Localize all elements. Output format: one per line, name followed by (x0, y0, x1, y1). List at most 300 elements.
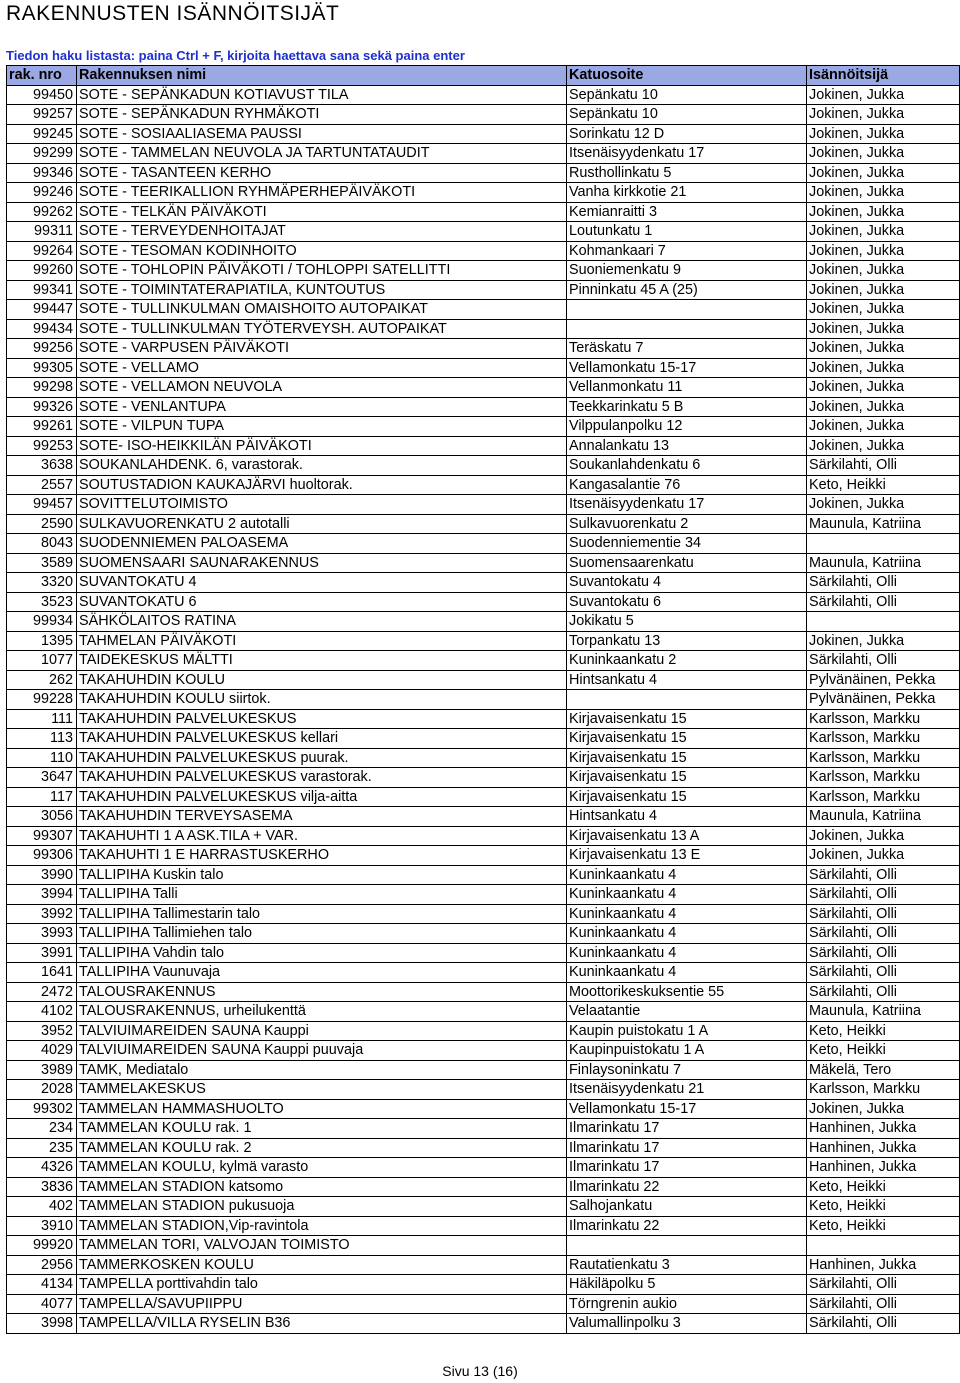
cell-manager: Pylvänäinen, Pekka (807, 670, 960, 690)
cell-street-address: Kuninkaankatu 2 (567, 651, 807, 671)
cell-building-name: TAMK, Mediatalo (77, 1060, 567, 1080)
cell-manager: Särkilahti, Olli (807, 982, 960, 1002)
cell-building-number: 99302 (7, 1099, 77, 1119)
header-building-number: rak. nro (7, 66, 77, 86)
table-row (7, 85, 960, 105)
table-row (7, 592, 960, 612)
table-row (7, 807, 960, 827)
cell-building-name: TAMMELAN HAMMASHUOLTO (77, 1099, 567, 1119)
table-row (7, 963, 960, 983)
cell-street-address: Vellamonkatu 15-17 (567, 358, 807, 378)
cell-building-number: 2028 (7, 1080, 77, 1100)
cell-manager: Jokinen, Jukka (807, 300, 960, 320)
cell-building-number: 3952 (7, 1021, 77, 1041)
cell-street-address: Häkiläpolku 5 (567, 1275, 807, 1295)
cell-building-number: 99457 (7, 495, 77, 515)
cell-building-name: TAMMELAN STADION pukusuoja (77, 1197, 567, 1217)
cell-building-number: 3638 (7, 456, 77, 476)
cell-street-address: Annalankatu 13 (567, 436, 807, 456)
cell-manager: Jokinen, Jukka (807, 261, 960, 281)
cell-building-number: 4134 (7, 1275, 77, 1295)
cell-manager: Jokinen, Jukka (807, 163, 960, 183)
cell-street-address: Sepänkatu 10 (567, 85, 807, 105)
cell-building-name: TAKAHUHDIN KOULU (77, 670, 567, 690)
cell-manager: Jokinen, Jukka (807, 222, 960, 242)
cell-building-number: 99346 (7, 163, 77, 183)
cell-street-address: Vanha kirkkotie 21 (567, 183, 807, 203)
cell-street-address: Kuninkaankatu 4 (567, 865, 807, 885)
cell-building-number: 99434 (7, 319, 77, 339)
cell-building-name: TAKAHUHDIN TERVEYSASEMA (77, 807, 567, 827)
cell-building-number: 3056 (7, 807, 77, 827)
cell-street-address: Ilmarinkatu 22 (567, 1177, 807, 1197)
table-row (7, 1138, 960, 1158)
cell-manager: Särkilahti, Olli (807, 651, 960, 671)
cell-manager: Mäkelä, Tero (807, 1060, 960, 1080)
cell-building-number: 2557 (7, 475, 77, 495)
table-row (7, 1099, 960, 1119)
table-row (7, 885, 960, 905)
cell-manager: Särkilahti, Olli (807, 1314, 960, 1334)
cell-building-name: TALOUSRAKENNUS, urheilukenttä (77, 1002, 567, 1022)
cell-building-number: 99447 (7, 300, 77, 320)
table-row (7, 397, 960, 417)
cell-street-address: Itsenäisyydenkatu 17 (567, 144, 807, 164)
cell-street-address (567, 1236, 807, 1256)
cell-building-number: 234 (7, 1119, 77, 1139)
cell-building-number: 3320 (7, 573, 77, 593)
cell-building-number: 99256 (7, 339, 77, 359)
cell-street-address: Suomensaarenkatu (567, 553, 807, 573)
page-title: RAKENNUSTEN ISÄNNÖITSIJÄT (6, 2, 340, 25)
cell-building-name: SUVANTOKATU 4 (77, 573, 567, 593)
table-row (7, 1255, 960, 1275)
table-row (7, 787, 960, 807)
cell-manager: Karlsson, Markku (807, 787, 960, 807)
cell-building-name: TALOUSRAKENNUS (77, 982, 567, 1002)
cell-street-address: Kaupin puistokatu 1 A (567, 1021, 807, 1041)
table-row (7, 456, 960, 476)
cell-building-number: 3994 (7, 885, 77, 905)
cell-manager (807, 612, 960, 632)
cell-building-number: 8043 (7, 534, 77, 554)
cell-street-address: Kirjavaisenkatu 13 E (567, 846, 807, 866)
cell-street-address: Jokikatu 5 (567, 612, 807, 632)
cell-building-name: TAMMELAN STADION katsomo (77, 1177, 567, 1197)
table-header-row (7, 66, 960, 86)
cell-building-name: TAMPELLA/SAVUPIIPPU (77, 1294, 567, 1314)
cell-building-number: 113 (7, 729, 77, 749)
cell-manager: Maunula, Katriina (807, 807, 960, 827)
cell-street-address: Kirjavaisenkatu 15 (567, 787, 807, 807)
cell-building-name: TALLIPIHA Tallimiehen talo (77, 924, 567, 944)
table-row (7, 514, 960, 534)
cell-building-number: 99257 (7, 105, 77, 125)
cell-building-name: TAHMELAN PÄIVÄKOTI (77, 631, 567, 651)
cell-manager: Karlsson, Markku (807, 748, 960, 768)
cell-building-number: 3910 (7, 1216, 77, 1236)
cell-manager: Särkilahti, Olli (807, 885, 960, 905)
header-street-address: Katuosoite (567, 66, 807, 86)
cell-building-name: SULKAVUORENKATU 2 autotalli (77, 514, 567, 534)
cell-manager: Jokinen, Jukka (807, 105, 960, 125)
cell-building-name: SOTE - SOSIAALIASEMA PAUSSI (77, 124, 567, 144)
cell-manager: Keto, Heikki (807, 1041, 960, 1061)
cell-building-name: SOTE - VELLAMON NEUVOLA (77, 378, 567, 398)
cell-building-name: TAMMELAN STADION,Vip-ravintola (77, 1216, 567, 1236)
table-row (7, 573, 960, 593)
cell-building-name: SOTE - VENLANTUPA (77, 397, 567, 417)
cell-manager: Jokinen, Jukka (807, 124, 960, 144)
cell-manager: Jokinen, Jukka (807, 378, 960, 398)
header-building-name: Rakennuksen nimi (77, 66, 567, 86)
cell-building-name: SOTE - TESOMAN KODINHOITO (77, 241, 567, 261)
cell-building-name: SOTE - TOHLOPIN PÄIVÄKOTI / TOHLOPPI SATELLITTI (77, 261, 567, 281)
cell-street-address: Soukanlahdenkatu 6 (567, 456, 807, 476)
cell-street-address: Sulkavuorenkatu 2 (567, 514, 807, 534)
cell-building-number: 402 (7, 1197, 77, 1217)
cell-building-name: SOTE - VELLAMO (77, 358, 567, 378)
table-row (7, 1119, 960, 1139)
cell-street-address: Kirjavaisenkatu 15 (567, 709, 807, 729)
table-row (7, 670, 960, 690)
cell-building-name: SUODENNIEMEN PALOASEMA (77, 534, 567, 554)
cell-street-address: Finlaysoninkatu 7 (567, 1060, 807, 1080)
table-row (7, 943, 960, 963)
table-row (7, 709, 960, 729)
table-row (7, 612, 960, 632)
cell-building-number: 99311 (7, 222, 77, 242)
cell-street-address: Itsenäisyydenkatu 21 (567, 1080, 807, 1100)
cell-manager: Karlsson, Markku (807, 768, 960, 788)
search-hint: Tiedon haku listasta: paina Ctrl + F, kirjoita haettava sana sekä paina enter (6, 48, 465, 63)
table-row (7, 534, 960, 554)
cell-manager: Särkilahti, Olli (807, 924, 960, 944)
cell-building-name: TAIDEKESKUS MÄLTTI (77, 651, 567, 671)
cell-building-name: SOTE - TEERIKALLION RYHMÄPERHEPÄIVÄKOTI (77, 183, 567, 203)
cell-building-name: SOTE - VARPUSEN PÄIVÄKOTI (77, 339, 567, 359)
cell-building-number: 3991 (7, 943, 77, 963)
cell-building-number: 4077 (7, 1294, 77, 1314)
cell-building-number: 99450 (7, 85, 77, 105)
table-row (7, 865, 960, 885)
cell-manager: Särkilahti, Olli (807, 456, 960, 476)
cell-street-address: Velaatantie (567, 1002, 807, 1022)
cell-building-name: SOVITTELUTOIMISTO (77, 495, 567, 515)
cell-manager: Särkilahti, Olli (807, 592, 960, 612)
cell-building-number: 99307 (7, 826, 77, 846)
cell-building-number: 4029 (7, 1041, 77, 1061)
cell-street-address: Kirjavaisenkatu 15 (567, 768, 807, 788)
cell-manager: Jokinen, Jukka (807, 183, 960, 203)
cell-manager: Jokinen, Jukka (807, 495, 960, 515)
cell-street-address: Vellanmonkatu 11 (567, 378, 807, 398)
cell-manager: Jokinen, Jukka (807, 436, 960, 456)
cell-building-name: SOUTUSTADION KAUKAJÄRVI huoltorak. (77, 475, 567, 495)
cell-building-name: TALLIPIHA Kuskin talo (77, 865, 567, 885)
cell-street-address: Ilmarinkatu 22 (567, 1216, 807, 1236)
cell-building-name: SOTE - TELKÄN PÄIVÄKOTI (77, 202, 567, 222)
cell-manager (807, 1236, 960, 1256)
cell-building-number: 3992 (7, 904, 77, 924)
cell-building-name: TAMMERKOSKEN KOULU (77, 1255, 567, 1275)
cell-manager: Maunula, Katriina (807, 1002, 960, 1022)
cell-street-address: Rautatienkatu 3 (567, 1255, 807, 1275)
cell-street-address: Ilmarinkatu 17 (567, 1158, 807, 1178)
table-row (7, 105, 960, 125)
cell-building-name: SUOMENSAARI SAUNARAKENNUS (77, 553, 567, 573)
cell-manager: Jokinen, Jukka (807, 358, 960, 378)
cell-street-address: Kuninkaankatu 4 (567, 943, 807, 963)
table-row (7, 748, 960, 768)
cell-building-number: 1077 (7, 651, 77, 671)
cell-building-name: TAKAHUHDIN PALVELUKESKUS (77, 709, 567, 729)
table-row (7, 631, 960, 651)
table-row (7, 241, 960, 261)
cell-manager: Pylvänäinen, Pekka (807, 690, 960, 710)
cell-street-address: Ilmarinkatu 17 (567, 1119, 807, 1139)
cell-manager: Särkilahti, Olli (807, 1275, 960, 1295)
table-row (7, 358, 960, 378)
table-row (7, 339, 960, 359)
cell-building-name: TALLIPIHA Vaunuvaja (77, 963, 567, 983)
table-row (7, 1041, 960, 1061)
cell-street-address (567, 690, 807, 710)
cell-manager: Jokinen, Jukka (807, 631, 960, 651)
table-row (7, 826, 960, 846)
cell-street-address: Valumallinpolku 3 (567, 1314, 807, 1334)
cell-street-address: Kuninkaankatu 4 (567, 904, 807, 924)
cell-street-address: Kirjavaisenkatu 15 (567, 729, 807, 749)
cell-building-number: 99920 (7, 1236, 77, 1256)
table-row (7, 690, 960, 710)
cell-building-number: 99245 (7, 124, 77, 144)
cell-street-address: Sorinkatu 12 D (567, 124, 807, 144)
cell-manager: Särkilahti, Olli (807, 904, 960, 924)
table-row (7, 924, 960, 944)
cell-building-number: 1395 (7, 631, 77, 651)
table-row (7, 436, 960, 456)
cell-manager: Jokinen, Jukka (807, 144, 960, 164)
cell-building-name: TAMMELAN KOULU, kylmä varasto (77, 1158, 567, 1178)
cell-building-name: SOTE - SEPÄNKADUN RYHMÄKOTI (77, 105, 567, 125)
cell-building-number: 99253 (7, 436, 77, 456)
cell-building-name: TALVIUIMAREIDEN SAUNA Kauppi (77, 1021, 567, 1041)
cell-building-name: TAMMELAN TORI, VALVOJAN TOIMISTO (77, 1236, 567, 1256)
cell-building-name: TAKAHUHDIN PALVELUKESKUS varastorak. (77, 768, 567, 788)
cell-street-address: Vellamonkatu 15-17 (567, 1099, 807, 1119)
table-row (7, 904, 960, 924)
cell-street-address (567, 300, 807, 320)
cell-building-number: 99261 (7, 417, 77, 437)
cell-manager: Maunula, Katriina (807, 514, 960, 534)
cell-street-address (567, 319, 807, 339)
cell-building-number: 99264 (7, 241, 77, 261)
cell-manager: Hanhinen, Jukka (807, 1158, 960, 1178)
cell-street-address: Kuninkaankatu 4 (567, 885, 807, 905)
table-row (7, 1060, 960, 1080)
cell-manager: Jokinen, Jukka (807, 397, 960, 417)
table-row (7, 183, 960, 203)
cell-building-name: TAMMELAKESKUS (77, 1080, 567, 1100)
cell-street-address: Törngrenin aukio (567, 1294, 807, 1314)
cell-building-number: 99260 (7, 261, 77, 281)
cell-street-address: Suvantokatu 6 (567, 592, 807, 612)
cell-manager: Jokinen, Jukka (807, 1099, 960, 1119)
cell-street-address: Sepänkatu 10 (567, 105, 807, 125)
cell-building-name: SOTE - TERVEYDENHOITAJAT (77, 222, 567, 242)
cell-building-name: TAKAHUHDIN PALVELUKESKUS vilja-aitta (77, 787, 567, 807)
cell-manager: Särkilahti, Olli (807, 963, 960, 983)
cell-manager: Hanhinen, Jukka (807, 1119, 960, 1139)
cell-manager: Jokinen, Jukka (807, 339, 960, 359)
cell-building-name: TAKAHUHDIN PALVELUKESKUS puurak. (77, 748, 567, 768)
cell-street-address: Suodenniementie 34 (567, 534, 807, 554)
table-row (7, 1021, 960, 1041)
table-row (7, 1177, 960, 1197)
cell-manager: Särkilahti, Olli (807, 1294, 960, 1314)
table-row (7, 1294, 960, 1314)
table-row (7, 1080, 960, 1100)
table-row (7, 495, 960, 515)
cell-street-address: Vilppulanpolku 12 (567, 417, 807, 437)
cell-building-number: 99934 (7, 612, 77, 632)
cell-building-name: SOTE - TASANTEEN KERHO (77, 163, 567, 183)
cell-building-number: 99306 (7, 846, 77, 866)
cell-manager: Keto, Heikki (807, 1197, 960, 1217)
cell-street-address: Torpankatu 13 (567, 631, 807, 651)
cell-building-number: 3647 (7, 768, 77, 788)
table-row (7, 124, 960, 144)
cell-manager: Särkilahti, Olli (807, 943, 960, 963)
cell-manager: Maunula, Katriina (807, 553, 960, 573)
header-manager: Isännöitsijä (807, 66, 960, 86)
cell-building-number: 3523 (7, 592, 77, 612)
cell-manager: Hanhinen, Jukka (807, 1255, 960, 1275)
table-row (7, 222, 960, 242)
cell-building-number: 3589 (7, 553, 77, 573)
table-row (7, 1216, 960, 1236)
cell-street-address: Hintsankatu 4 (567, 807, 807, 827)
table-row (7, 846, 960, 866)
table-row (7, 261, 960, 281)
cell-building-number: 110 (7, 748, 77, 768)
cell-building-number: 99299 (7, 144, 77, 164)
cell-manager: Jokinen, Jukka (807, 319, 960, 339)
cell-building-name: SÄHKÖLAITOS RATINA (77, 612, 567, 632)
table-body (7, 85, 960, 1333)
cell-building-name: TAKAHUHDIN PALVELUKESKUS kellari (77, 729, 567, 749)
cell-building-name: TALLIPIHA Vahdin talo (77, 943, 567, 963)
table-row (7, 1275, 960, 1295)
cell-building-name: SOTE - VILPUN TUPA (77, 417, 567, 437)
cell-street-address: Kuninkaankatu 4 (567, 963, 807, 983)
cell-building-number: 3836 (7, 1177, 77, 1197)
cell-building-name: TAKAHUHDIN KOULU siirtok. (77, 690, 567, 710)
table-row (7, 768, 960, 788)
cell-street-address: Kohmankaari 7 (567, 241, 807, 261)
cell-street-address: Pinninkatu 45 A (25) (567, 280, 807, 300)
cell-manager: Keto, Heikki (807, 475, 960, 495)
page-number: Sivu 13 (16) (442, 1363, 518, 1379)
cell-building-number: 111 (7, 709, 77, 729)
table-row (7, 1158, 960, 1178)
table-row (7, 319, 960, 339)
cell-street-address: Ilmarinkatu 17 (567, 1138, 807, 1158)
cell-street-address: Itsenäisyydenkatu 17 (567, 495, 807, 515)
cell-manager: Karlsson, Markku (807, 729, 960, 749)
cell-building-name: TAKAHUHTI 1 E HARRASTUSKERHO (77, 846, 567, 866)
cell-building-name: SOTE - TULLINKULMAN OMAISHOITO AUTOPAIKAT (77, 300, 567, 320)
cell-manager: Jokinen, Jukka (807, 280, 960, 300)
table-row (7, 982, 960, 1002)
cell-manager: Karlsson, Markku (807, 1080, 960, 1100)
cell-manager: Särkilahti, Olli (807, 573, 960, 593)
buildings-table (6, 65, 960, 1334)
table-row (7, 378, 960, 398)
cell-street-address: Rusthollinkatu 5 (567, 163, 807, 183)
cell-manager (807, 534, 960, 554)
cell-manager: Jokinen, Jukka (807, 826, 960, 846)
cell-street-address: Hintsankatu 4 (567, 670, 807, 690)
table-row (7, 1236, 960, 1256)
table-row (7, 729, 960, 749)
cell-street-address: Kirjavaisenkatu 13 A (567, 826, 807, 846)
cell-building-name: TAMMELAN KOULU rak. 1 (77, 1119, 567, 1139)
cell-street-address: Loutunkatu 1 (567, 222, 807, 242)
cell-building-name: SOTE - TOIMINTATERAPIATILA, KUNTOUTUS (77, 280, 567, 300)
cell-manager: Jokinen, Jukka (807, 85, 960, 105)
cell-building-name: TAMPELLA/VILLA RYSELIN B36 (77, 1314, 567, 1334)
cell-building-number: 3998 (7, 1314, 77, 1334)
cell-building-number: 3993 (7, 924, 77, 944)
cell-building-number: 2472 (7, 982, 77, 1002)
cell-building-name: SOTE - SEPÄNKADUN KOTIAVUST TILA (77, 85, 567, 105)
cell-street-address: Kaupinpuistokatu 1 A (567, 1041, 807, 1061)
cell-building-number: 2590 (7, 514, 77, 534)
cell-street-address: Kuninkaankatu 4 (567, 924, 807, 944)
cell-building-name: TAMMELAN KOULU rak. 2 (77, 1138, 567, 1158)
cell-building-number: 117 (7, 787, 77, 807)
table-row (7, 144, 960, 164)
cell-building-number: 3990 (7, 865, 77, 885)
cell-street-address: Suoniemenkatu 9 (567, 261, 807, 281)
cell-building-name: TALVIUIMAREIDEN SAUNA Kauppi puuvaja (77, 1041, 567, 1061)
cell-building-number: 4326 (7, 1158, 77, 1178)
cell-building-name: TALLIPIHA Talli (77, 885, 567, 905)
cell-building-number: 99262 (7, 202, 77, 222)
cell-building-name: TAMPELLA porttivahdin talo (77, 1275, 567, 1295)
cell-manager: Hanhinen, Jukka (807, 1138, 960, 1158)
cell-manager: Keto, Heikki (807, 1216, 960, 1236)
cell-building-name: SOTE- ISO-HEIKKILÄN PÄIVÄKOTI (77, 436, 567, 456)
cell-building-number: 262 (7, 670, 77, 690)
cell-building-number: 99246 (7, 183, 77, 203)
cell-building-name: SOTE - TAMMELAN NEUVOLA JA TARTUNTATAUDIT (77, 144, 567, 164)
cell-street-address: Moottorikeskuksentie 55 (567, 982, 807, 1002)
cell-building-number: 99228 (7, 690, 77, 710)
cell-manager: Jokinen, Jukka (807, 417, 960, 437)
cell-manager: Särkilahti, Olli (807, 865, 960, 885)
cell-building-number: 1641 (7, 963, 77, 983)
cell-building-name: SOUKANLAHDENK. 6, varastorak. (77, 456, 567, 476)
cell-manager: Karlsson, Markku (807, 709, 960, 729)
cell-street-address: Teräskatu 7 (567, 339, 807, 359)
cell-manager: Jokinen, Jukka (807, 202, 960, 222)
cell-street-address: Suvantokatu 4 (567, 573, 807, 593)
cell-street-address: Kirjavaisenkatu 15 (567, 748, 807, 768)
cell-building-name: SOTE - TULLINKULMAN TYÖTERVEYSH. AUTOPAIKAT (77, 319, 567, 339)
